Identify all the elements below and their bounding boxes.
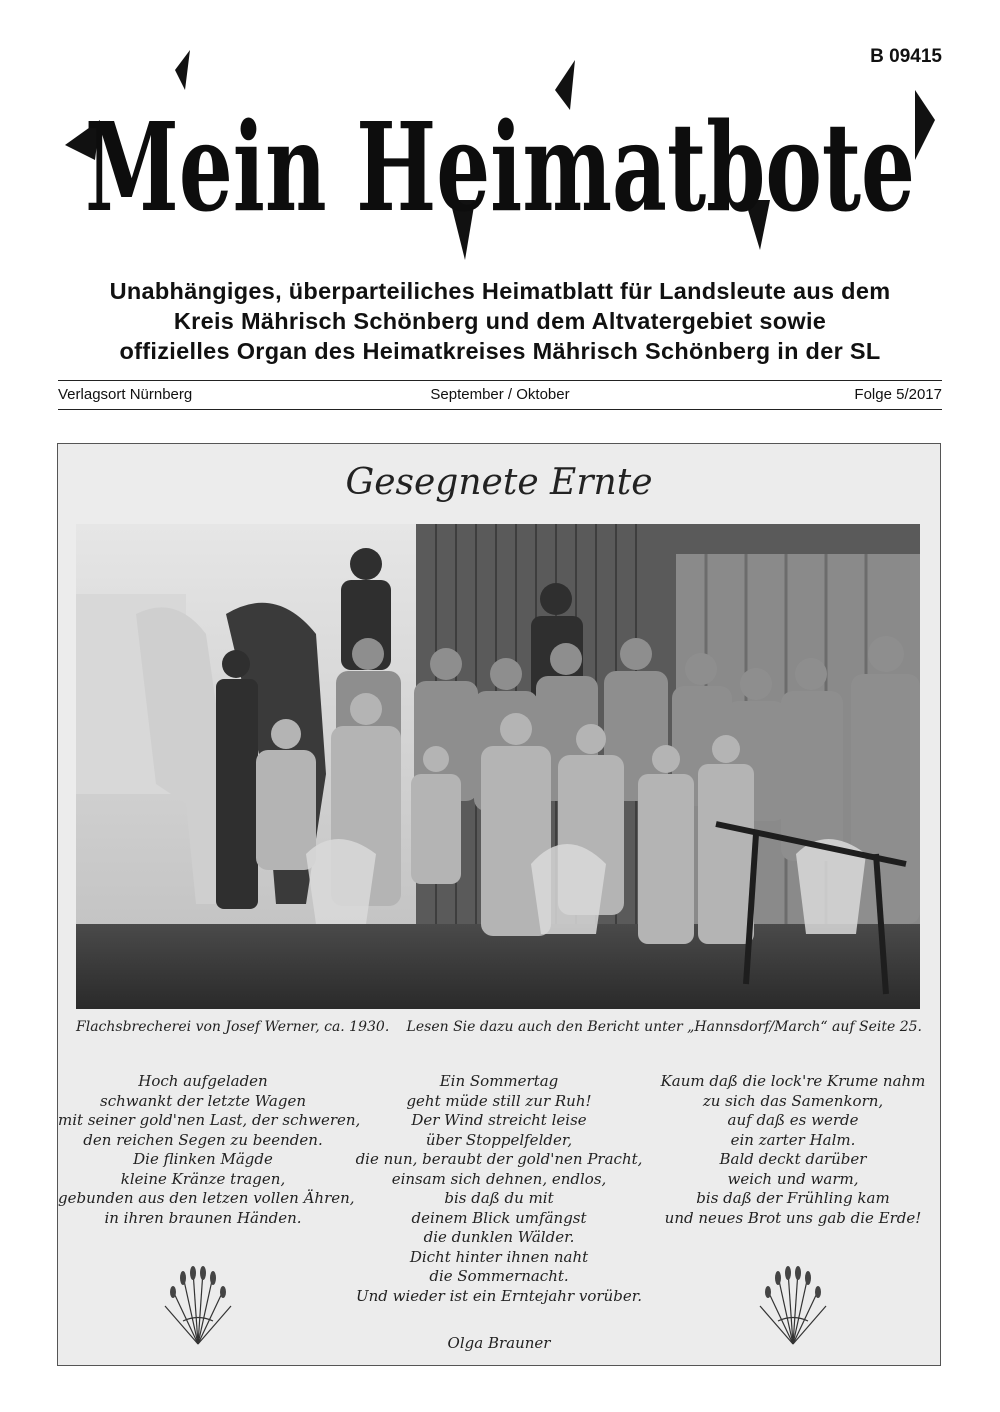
subtitle-line: Kreis Mährisch Schönberg und dem Altvatergebiet sowie [173,308,827,334]
poem-line: zu sich das Samenkorn, [702,1091,884,1110]
poem-line: Bald deckt darüber [719,1150,867,1168]
poem-line: Hoch aufgeladen [138,1072,268,1090]
poem-line: Die flinken Mägde [133,1150,273,1168]
info-bar [58,380,942,410]
poem-line: bis daß der Frühling kam [696,1189,890,1207]
feature-title: Gesegnete Ernte [345,462,653,503]
issue-number: Folge 5/2017 [854,386,942,403]
poem-line: schwankt der letzte Wagen [100,1091,306,1110]
historical-group-photo [76,524,920,1009]
poem-line: und neues Brot uns gab die Erde! [664,1208,922,1227]
poem-line: die dunklen Wälder. [423,1228,575,1246]
photo-caption: Flachsbrecherei von Josef Werner, ca. 1930. [76,1019,390,1035]
poem-line: auf daß es werde [727,1111,859,1129]
feature-panel [57,443,941,1366]
poem-column-2 [354,1072,644,1306]
poem-column-1 [58,1072,361,1228]
poem-line: bis daß du mit [444,1189,554,1207]
wheat-sheaf-icon [748,1266,838,1346]
poem-column-3 [648,1072,938,1228]
poem-line: Dicht hinter ihnen naht [409,1247,589,1266]
masthead-logo [55,50,945,265]
subtitle [40,276,960,366]
poem-line: ein zarter Halm. [730,1130,856,1149]
poem-line: einsam sich dehnen, endlos, [391,1169,607,1188]
poem-line: in ihren braunen Händen. [104,1208,302,1227]
poem-line: Ein Sommertag [439,1072,559,1090]
poem-line: gebunden aus den letzen vollen Ähren, [58,1189,355,1207]
poem-line: weich und warm, [727,1169,859,1188]
poem-line: deinem Blick umfängst [411,1208,587,1227]
poem-line: den reichen Segen zu beenden. [83,1130,323,1149]
article-reference: Lesen Sie dazu auch den Bericht unter „Hannsdorf/March“ auf Seite 25. [406,1019,922,1035]
poem-author: Olga Brauner [447,1334,551,1352]
publication-place: Verlagsort Nürnberg [58,386,193,403]
subtitle-line: Unabhängiges, überparteiliches Heimatblatt für Landsleute aus dem [109,278,891,304]
poem-line: kleine Kränze tragen, [120,1169,286,1188]
poem-line: Der Wind streicht leise [411,1111,587,1129]
poem-line: Und wieder ist ein Erntejahr vorüber. [356,1286,642,1305]
poem-line: die Sommernacht. [429,1267,569,1285]
issue-code: B 09415 [870,46,942,67]
issue-date: September / Oktober [430,386,570,403]
wheat-sheaf-icon [153,1266,243,1346]
poem-line: über Stoppelfelder, [425,1130,573,1149]
masthead-title: Mein Heimatbote [85,95,915,239]
poem-line: mit seiner gold'nen Last, der schweren, [58,1111,361,1129]
poem-line: geht müde still zur Ruh! [406,1091,592,1110]
poem-line: Kaum daß die lock're Krume nahm [660,1072,926,1090]
poem-line: die nun, beraubt der gold'nen Pracht, [355,1150,643,1168]
subtitle-line: offizielles Organ des Heimatkreises Mährisch Schönberg in der SL [119,338,881,364]
